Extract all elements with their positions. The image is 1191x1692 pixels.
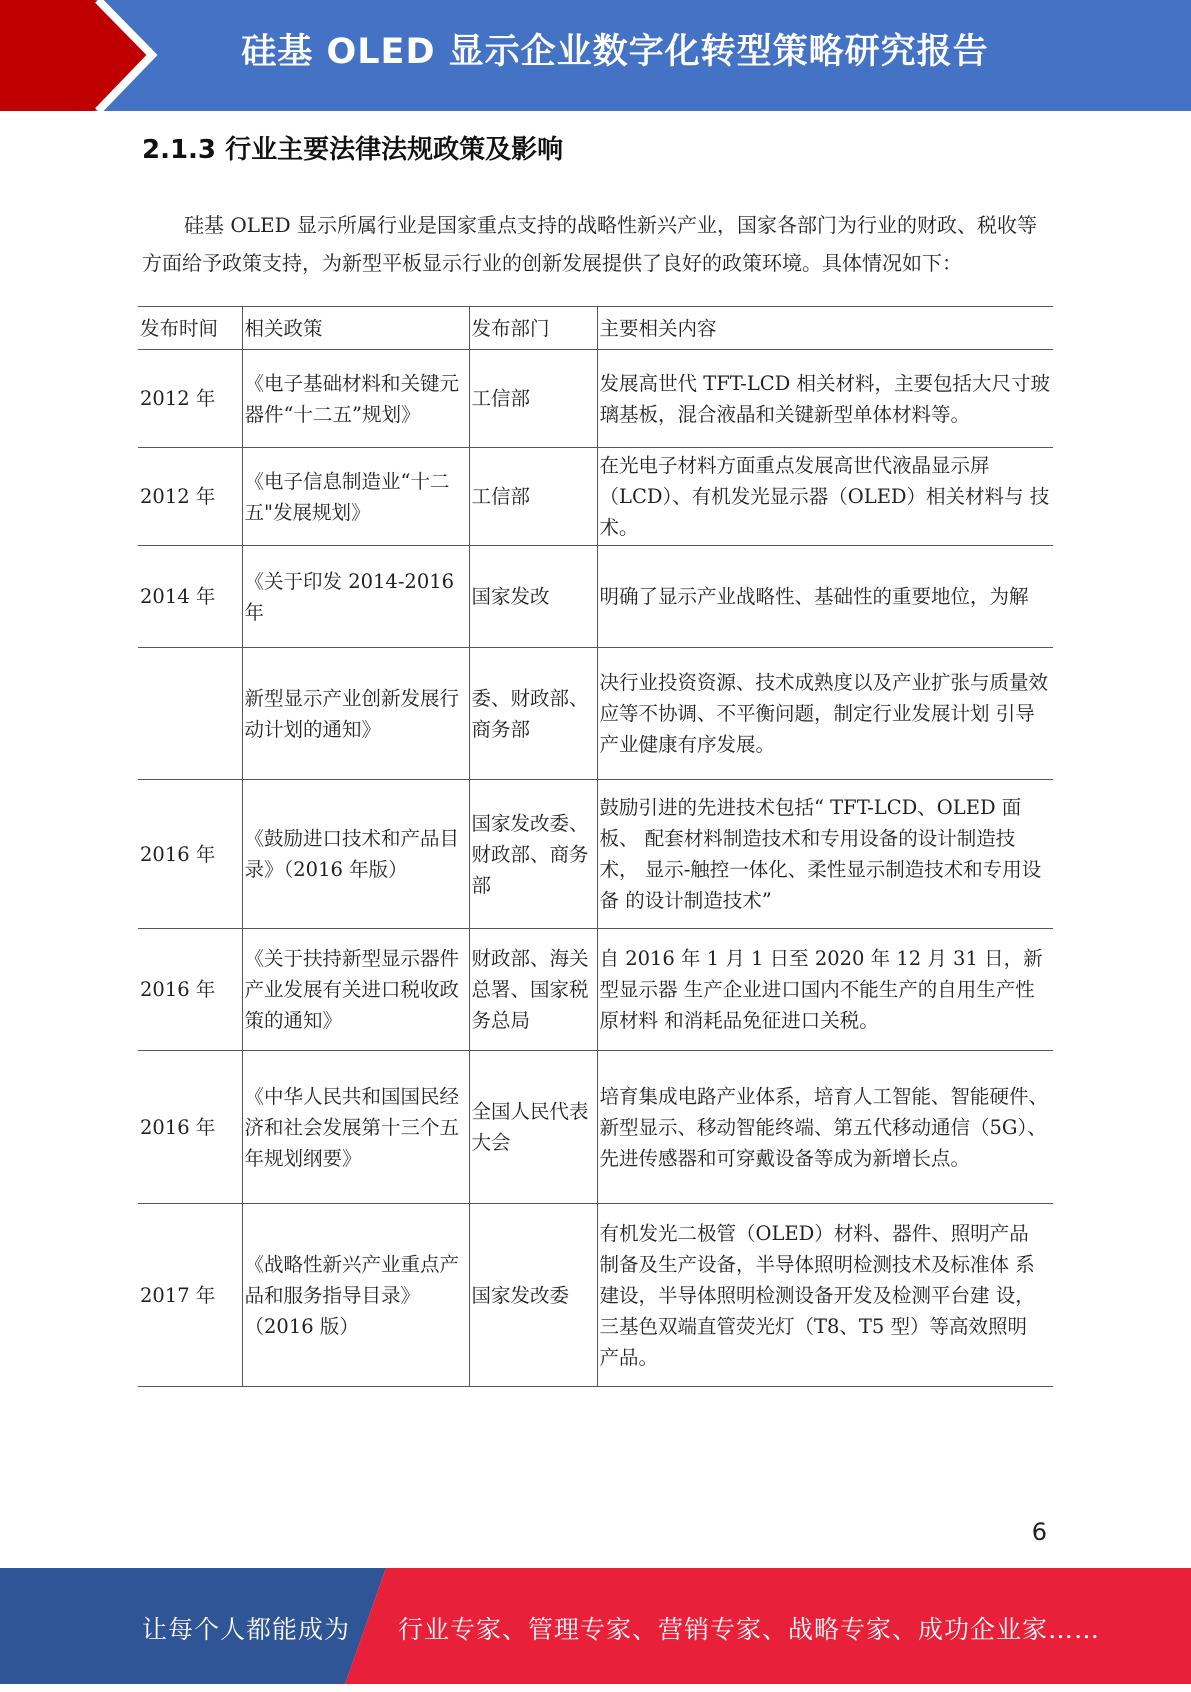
cell-date: 2014 年: [138, 546, 242, 648]
cell-date: 2016 年: [138, 929, 242, 1051]
cell-policy: 《电子基础材料和关键元器件“十二五”规划》: [242, 350, 469, 448]
cell-policy: 《中华人民共和国国民经济和社会发展第十三个五年规划纲要》: [242, 1051, 469, 1204]
header-banner: [0, 0, 1191, 111]
section-title: 2.1.3 行业主要法律法规政策及影响: [142, 135, 564, 165]
cell-content: 决行业投资资源、技术成熟度以及产业扩张与质量效应等不协调、不平衡问题，制定行业发展计划 引导产业健康有序发展。: [597, 648, 1053, 780]
table-row: [138, 780, 1053, 929]
cell-department: 国家发改: [469, 546, 597, 648]
header-cell-date: 发布时间: [138, 307, 242, 350]
header-cell-policy: 相关政策: [242, 307, 469, 350]
table-row: [138, 350, 1053, 448]
cell-policy: 《关于扶持新型显示器件产业发展有关进口税收政策的通知》: [242, 929, 469, 1051]
table-header-row: [138, 307, 1053, 350]
cell-date: 2016 年: [138, 780, 242, 929]
footer-slogan-right: 行业专家、管理专家、营销专家、战略专家、成功企业家……: [398, 1615, 1101, 1644]
cell-department: 国家发改委: [469, 1204, 597, 1387]
cell-department: 委、财政部、商务部: [469, 648, 597, 780]
page-number: 6: [1031, 1518, 1047, 1546]
cell-content: 培育集成电路产业体系，培育人工智能、智能硬件、新型显示、移动智能终端、第五代移动通信（5G）、先进传感器和可穿戴设备等成为新增长点。: [597, 1051, 1053, 1204]
cell-content: 发展高世代 TFT-LCD 相关材料，主要包括大尺寸玻璃基板，混合液晶和关键新型单体材料等。: [597, 350, 1053, 448]
cell-date: 2012 年: [138, 448, 242, 546]
cell-department: 工信部: [469, 350, 597, 448]
cell-content: 自 2016 年 1 月 1 日至 2020 年 12 月 31 日，新型显示器 生产企业进口国内不能生产的自用生产性原材料 和消耗品免征进口关税。: [597, 929, 1053, 1051]
report-title: 硅基 OLED 显示企业数字化转型策略研究报告: [241, 32, 989, 72]
cell-department: 全国人民代表大会: [469, 1051, 597, 1204]
footer-slogan-left: 让每个人都能成为: [142, 1615, 351, 1644]
cell-policy: 《鼓励进口技术和产品目录》（2016 年版）: [242, 780, 469, 929]
cell-department: 工信部: [469, 448, 597, 546]
header-cell-content: 主要相关内容: [597, 307, 1053, 350]
table-row: [138, 1204, 1053, 1387]
cell-department: 财政部、海关总署、国家税务总局: [469, 929, 597, 1051]
cell-date: 2016 年: [138, 1051, 242, 1204]
cell-content: 在光电子材料方面重点发展高世代液晶显示屏（LCD）、有机发光显示器（OLED）相关材料与 技术。: [597, 448, 1053, 546]
table-row: [138, 1051, 1053, 1204]
cell-content: 鼓励引进的先进技术包括“ TFT-LCD、OLED 面板、 配套材料制造技术和专用设备的设计制造技术， 显示-触控一体化、柔性显示制造技术和专用设备 的设计制造技术”: [597, 780, 1053, 929]
cell-date: [138, 648, 242, 780]
intro-paragraph: 硅基 OLED 显示所属行业是国家重点支持的战略性新兴产业，国家各部门为行业的财政、税收等方面给予政策支持，为新型平板显示行业的创新发展提供了良好的政策环境。具体情况如下：: [142, 213, 1038, 275]
cell-date: 2012 年: [138, 350, 242, 448]
footer-banner: [0, 1568, 1191, 1684]
table-row: [138, 448, 1053, 546]
header-cell-department: 发布部门: [469, 307, 597, 350]
table-row: [138, 546, 1053, 648]
table-row: [138, 929, 1053, 1051]
cell-policy: 《关于印发 2014-2016 年: [242, 546, 469, 648]
cell-policy: 新型显示产业创新发展行动计划的通知》: [242, 648, 469, 780]
cell-policy: 《电子信息制造业“十二五"发展规划》: [242, 448, 469, 546]
cell-content: 明确了显示产业战略性、基础性的重要地位，为解: [597, 546, 1053, 648]
cell-content: 有机发光二极管（OLED）材料、器件、照明产品 制备及生产设备，半导体照明检测技术及标准体 系建设，半导体照明检测设备开发及检测平台建 设，三基色双端直管荧光灯（T8、T5 型）等高效照明 产品。: [597, 1204, 1053, 1387]
cell-department: 国家发改委、财政部、商务部: [469, 780, 597, 929]
policy-table: [138, 306, 1053, 1387]
cell-date: 2017 年: [138, 1204, 242, 1387]
cell-policy: 《战略性新兴产业重点产品和服务指导目录》（2016 版）: [242, 1204, 469, 1387]
table-row: [138, 648, 1053, 780]
